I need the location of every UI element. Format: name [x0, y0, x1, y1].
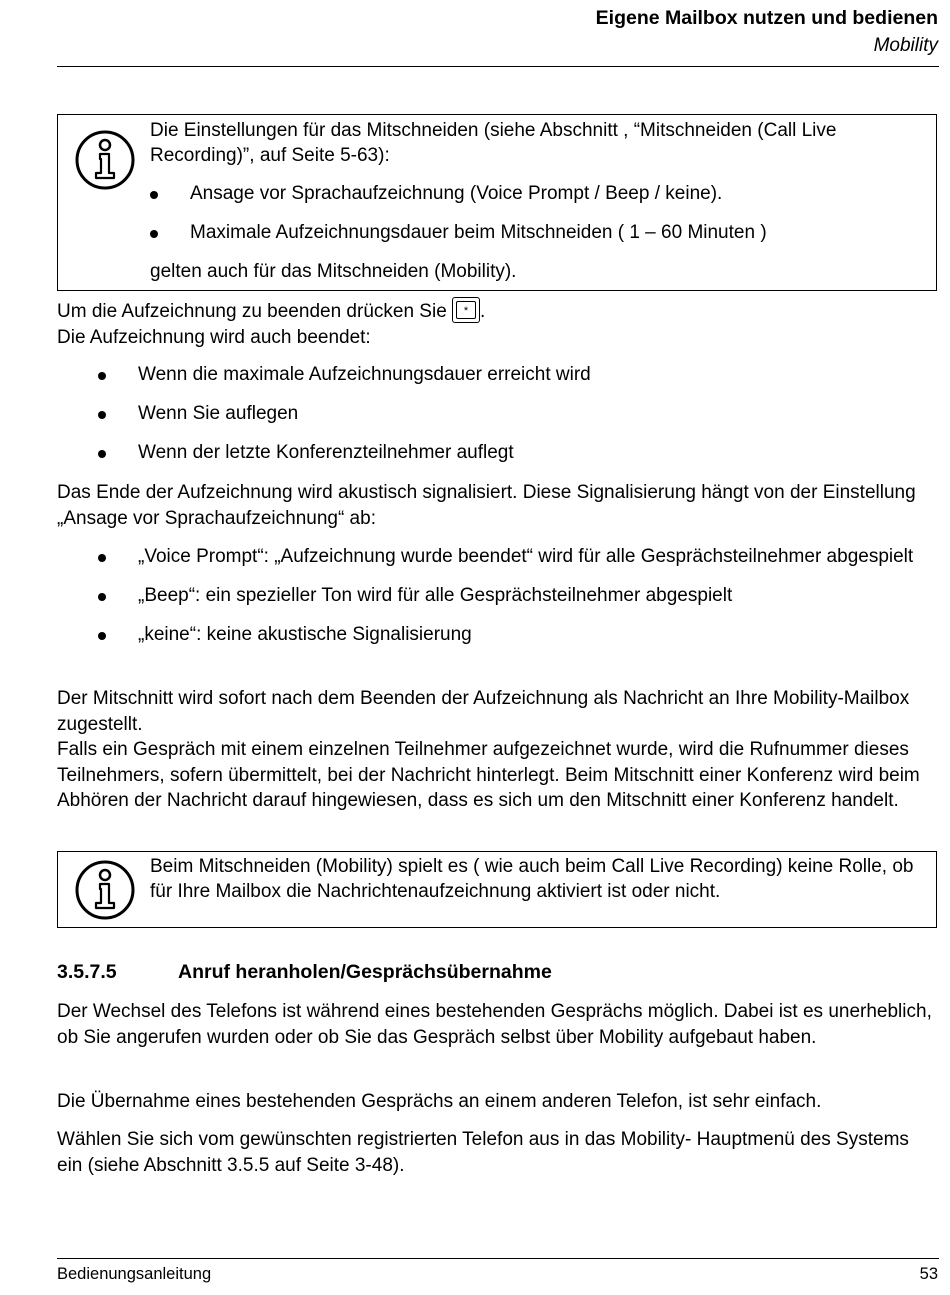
note-content [150, 118, 926, 284]
bullet-icon [98, 411, 106, 419]
bullet-list [98, 544, 938, 648]
paragraph-text: Falls ein Gespräch mit einem einzelnen Teilnehmer aufgezeichnet wurde, wird die Rufnummer dieses Teilnehmers, sofern übermittelt, bei der Nachricht hinterlegt. Beim Mitschnitt einer Konferenz wird beim Abhören der Nachricht darauf hingewiesen, dass es sich um den Mitschnitt einer Konferenz handelt. [57, 739, 920, 811]
note-content: Beim Mitschneiden (Mobility) spielt es ( wie auch beim Call Live Recording) keine Rolle, ob für Ihre Mailbox die Nachrichtenaufzeichnung aktiviert ist oder nicht. [150, 856, 914, 902]
bullet-icon [98, 632, 106, 640]
star-key-icon: * [452, 297, 480, 323]
bullet-list [98, 362, 938, 466]
paragraph [57, 686, 939, 814]
info-icon [74, 859, 136, 921]
paragraph: Das Ende der Aufzeichnung wird akustisch signalisiert. Diese Signalisierung hängt von der Einstellung „Ansage vor Sprachaufzeichnung“ ab: [57, 482, 916, 529]
list-item: Wenn Sie auflegen [98, 401, 938, 427]
list-item: „Voice Prompt“: „Aufzeichnung wurde beendet“ wird für alle Gesprächsteilnehmer abgespielt [98, 544, 938, 570]
paragraph [57, 297, 939, 350]
footer-label: Bedienungsanleitung [57, 1265, 212, 1283]
bullet-icon [98, 554, 106, 562]
list-item: Wenn die maximale Aufzeichnungsdauer erreicht wird [98, 362, 938, 388]
paragraph: Die Übernahme eines bestehenden Gesprächs an einem anderen Telefon, ist sehr einfach. [57, 1091, 822, 1112]
list-item: „Beep“: ein spezieller Ton wird für alle Gesprächsteilnehmer abgespielt [98, 583, 938, 609]
paragraph: Wählen Sie sich vom gewünschten registrierten Telefon aus in das Mobility- Hauptmenü des Systems ein (siehe Abschnitt 3.5.5 auf Seite 3-48). [57, 1129, 909, 1176]
bullet-icon [98, 450, 106, 458]
info-icon [74, 129, 136, 191]
info-note-box [57, 114, 937, 291]
header-rule [57, 66, 939, 67]
note-bullet-text: Maximale Aufzeichnungsdauer beim Mitschneiden ( 1 – 60 Minuten ) [190, 222, 767, 243]
bullet-icon [150, 191, 158, 199]
bullet-icon [98, 372, 106, 380]
info-note-box [57, 851, 937, 928]
list-item: „keine“: keine akustische Signalisierung [98, 622, 938, 648]
list-item: Wenn der letzte Konferenzteilnehmer auflegt [98, 440, 938, 466]
paragraph-text: Um die Aufzeichnung zu beenden drücken Sie [57, 301, 447, 322]
header-title: Eigene Mailbox nutzen und bedienen [595, 7, 938, 29]
bullet-icon [150, 230, 158, 238]
page-number: 53 [919, 1265, 938, 1283]
note-bullet [150, 181, 926, 206]
bullet-icon [98, 593, 106, 601]
paragraph-text: . [480, 301, 486, 322]
note-outro: gelten auch für das Mitschneiden (Mobility). [150, 261, 517, 282]
section-title: Anruf heranholen/Gesprächsübernahme [178, 961, 552, 983]
paragraph-text: Der Mitschnitt wird sofort nach dem Beenden der Aufzeichnung als Nachricht an Ihre Mobility-Mailbox zugestellt. [57, 688, 910, 735]
header-subtitle: Mobility [873, 35, 938, 56]
section-number: 3.5.7.5 [57, 961, 117, 983]
paragraph: Der Wechsel des Telefons ist während eines bestehenden Gesprächs möglich. Dabei ist es unerheblich, ob Sie angerufen wurden oder ob Sie das Gespräch selbst über Mobility aufgebaut haben. [57, 1001, 932, 1048]
note-intro: Die Einstellungen für das Mitschneiden (siehe Abschnitt , “Mitschneiden (Call Live Recording)”, auf Seite 5-63): [150, 120, 837, 166]
note-bullet [150, 220, 926, 245]
note-bullet-text: Ansage vor Sprachaufzeichnung (Voice Prompt / Beep / keine). [190, 183, 723, 204]
footer-rule [57, 1258, 939, 1259]
paragraph-text: Die Aufzeichnung wird auch beendet: [57, 326, 371, 348]
